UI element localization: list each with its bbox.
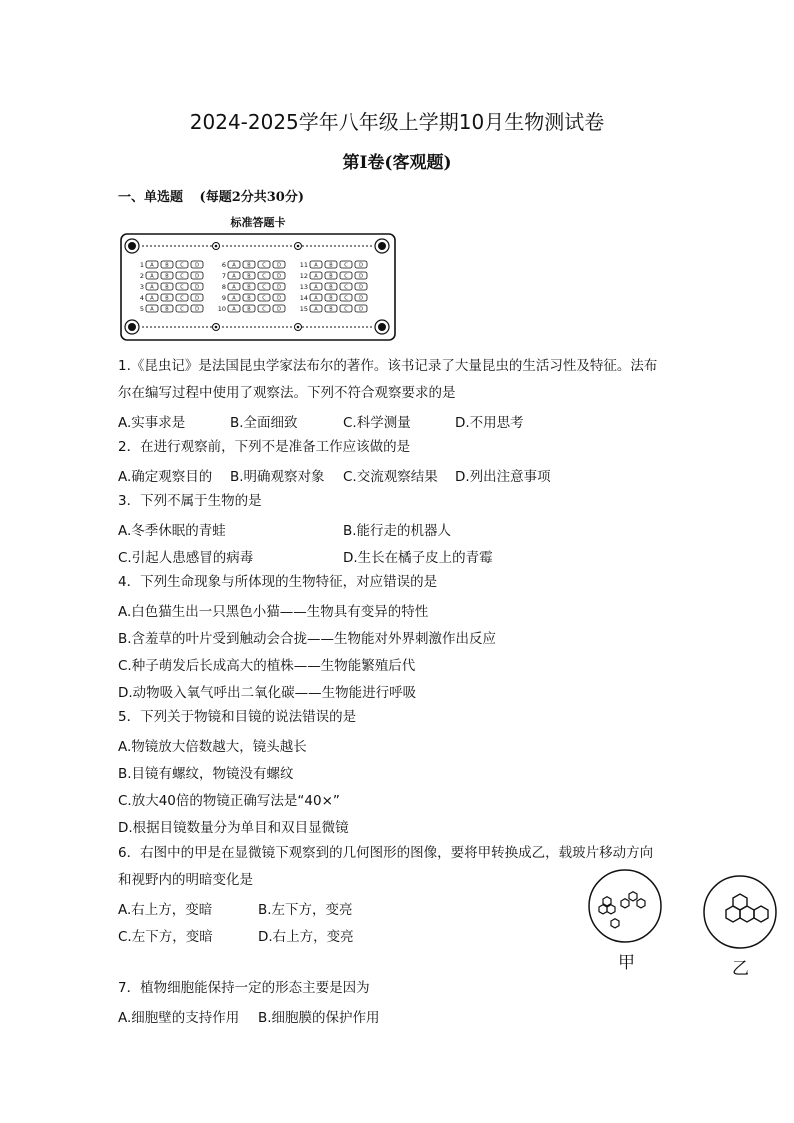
- q5-option-a: A.物镜放大倍数越大，镜头越长: [118, 739, 307, 755]
- bubble-letter: C: [180, 306, 184, 313]
- bubble-letter: A: [150, 295, 154, 302]
- section-title: 一、单选题: [118, 190, 184, 205]
- q6-option-b: B.左下方，变亮: [258, 902, 353, 918]
- bubble-letter: D: [277, 262, 281, 269]
- q1-stem-line1: 1.《昆虫记》是法国昆虫学家法布尔的著作。该书记录了大量昆虫的生活习性及特征。法布: [118, 358, 658, 374]
- q3-option-c: C.引起人患感冒的病毒: [118, 550, 254, 566]
- timing-mark-dot: [297, 326, 300, 329]
- q1-option-a: A.实事求是: [118, 415, 186, 431]
- bubble-letter: B: [247, 273, 251, 280]
- q6-option-c: C.左下方，变暗: [118, 929, 213, 945]
- bubble-letter: C: [262, 284, 266, 291]
- q1-option-c: C.科学测量: [343, 415, 411, 431]
- bubble-letter: A: [314, 295, 318, 302]
- timing-mark-dot: [297, 245, 300, 248]
- bubble-letter: B: [165, 306, 169, 313]
- bubble-letter: A: [232, 284, 236, 291]
- q4-stem: 4．下列生命现象与所体现的生物特征，对应错误的是: [118, 574, 438, 590]
- hexagon-cluster-jia: [599, 892, 645, 928]
- q3-option-a: A.冬季休眠的青蛙: [118, 523, 226, 539]
- bubble-letter: D: [195, 295, 199, 302]
- question-number: 15: [299, 305, 308, 313]
- question-number: 14: [299, 294, 308, 302]
- bubble-letter: B: [165, 262, 169, 269]
- bubble-letter: A: [232, 262, 236, 269]
- bubble-letter: A: [314, 273, 318, 280]
- bubble-letter: D: [277, 284, 281, 291]
- corner-mark-inner: [128, 242, 136, 250]
- q4-option-a: A.白色猫生出一只黑色小猫——生物具有变异的特性: [118, 604, 429, 620]
- bubble-letter: C: [344, 295, 348, 302]
- question-number: 9: [221, 294, 226, 302]
- bubble-letter: B: [329, 273, 333, 280]
- bubble-letter: A: [150, 273, 154, 280]
- bubble-letter: C: [344, 262, 348, 269]
- question-number: 10: [217, 305, 226, 313]
- section-heading: [118, 186, 304, 205]
- bubble-letter: A: [150, 284, 154, 291]
- bubble-letter: B: [247, 262, 251, 269]
- bubble-letter: C: [262, 262, 266, 269]
- corner-mark-inner: [378, 323, 386, 331]
- question-number: 1: [139, 261, 144, 269]
- q2-option-a: A.确定观察目的: [118, 469, 213, 485]
- bubble-letter: D: [359, 284, 363, 291]
- bubble-letter: D: [359, 262, 363, 269]
- bubble-letter: D: [277, 295, 281, 302]
- bubble-letter: B: [247, 284, 251, 291]
- q5-option-b: B.目镜有螺纹，物镜没有螺纹: [118, 766, 294, 782]
- bubble-letter: D: [195, 284, 199, 291]
- question-number: 2: [139, 272, 144, 280]
- question-number: 3: [139, 283, 144, 291]
- q1-option-d: D.不用思考: [455, 415, 524, 431]
- bubble-letter: C: [180, 262, 184, 269]
- question-number: 8: [221, 283, 226, 291]
- bubble-letter: C: [344, 284, 348, 291]
- bubble-letter: C: [344, 273, 348, 280]
- bubble-letter: C: [262, 273, 266, 280]
- question-number: 13: [299, 283, 308, 291]
- corner-mark-inner: [128, 323, 136, 331]
- q4-option-c: C.种子萌发后长成高大的植株——生物能繁殖后代: [118, 658, 416, 674]
- q4-option-d: D.动物吸入氧气呼出二氧化碳——生物能进行呼吸: [118, 685, 417, 701]
- bubble-letter: D: [359, 295, 363, 302]
- question-number: 12: [299, 272, 308, 280]
- q2-option-c: C.交流观察结果: [343, 469, 438, 485]
- bubble-letter: C: [180, 295, 184, 302]
- bubble-letter: A: [314, 306, 318, 313]
- bubble-letter: B: [165, 295, 169, 302]
- q7-stem: 7．植物细胞能保持一定的形态主要是因为: [118, 980, 370, 996]
- bubble-letter: D: [195, 306, 199, 313]
- answer-card-title: 标准答题卡: [230, 216, 286, 229]
- exam-title: 2024-2025学年八年级上学期10月生物测试卷: [189, 110, 605, 134]
- figure-label-jia: 甲: [618, 953, 635, 973]
- question-number: 5: [139, 305, 144, 313]
- q3-option-d: D.生长在橘子皮上的青霉: [343, 550, 493, 566]
- bubble-letter: D: [195, 262, 199, 269]
- question-number: 7: [221, 272, 226, 280]
- q4-option-b: B.含羞草的叶片受到触动会合拢——生物能对外界刺激作出反应: [118, 631, 497, 647]
- bubble-letter: B: [165, 273, 169, 280]
- bubble-letter: C: [262, 295, 266, 302]
- bubble-letter: A: [314, 284, 318, 291]
- question-number: 11: [299, 261, 308, 269]
- figure-label-yi: 乙: [732, 959, 749, 979]
- q7-option-b: B.细胞膜的保护作用: [258, 1010, 380, 1026]
- q5-stem: 5．下列关于物镜和目镜的说法错误的是: [118, 709, 357, 725]
- bubble-letter: D: [277, 306, 281, 313]
- bubble-letter: B: [329, 306, 333, 313]
- bubble-letter: C: [344, 306, 348, 313]
- bubble-letter: A: [150, 262, 154, 269]
- q6-option-a: A.右上方，变暗: [118, 902, 213, 918]
- q3-stem: 3．下列不属于生物的是: [118, 493, 262, 509]
- answer-card: [120, 233, 396, 341]
- q6-stem-line2: 和视野内的明暗变化是: [118, 872, 253, 888]
- hexagon-cluster-yi: [726, 894, 768, 922]
- q6-option-d: D.右上方，变亮: [258, 929, 354, 945]
- bubble-letter: D: [277, 273, 281, 280]
- bubble-letter: D: [195, 273, 199, 280]
- q1-stem-line2: 尔在编写过程中使用了观察法。下列不符合观察要求的是: [118, 385, 456, 401]
- bubble-letter: C: [180, 273, 184, 280]
- bubble-letter: B: [329, 262, 333, 269]
- bubble-letter: C: [180, 284, 184, 291]
- q2-option-b: B.明确观察对象: [230, 469, 325, 485]
- q1-option-b: B.全面细致: [230, 415, 298, 431]
- microscope-view-jia: [587, 868, 663, 944]
- timing-mark-dot: [215, 326, 218, 329]
- q2-stem: 2．在进行观察前，下列不是准备工作应该做的是: [118, 439, 411, 455]
- q3-option-b: B.能行走的机器人: [343, 523, 452, 539]
- exam-subtitle: 第Ⅰ卷(客观题): [342, 153, 452, 173]
- bubble-letter: D: [359, 306, 363, 313]
- bubble-letter: B: [329, 295, 333, 302]
- bubble-letter: B: [247, 306, 251, 313]
- bubble-letter: A: [232, 306, 236, 313]
- q6-stem-line1: 6．右图中的甲是在显微镜下观察到的几何图形的图像，要将甲转换成乙，载玻片移动方向: [118, 845, 654, 861]
- q5-option-c: C.放大40倍的物镜正确写法是“40×”: [118, 793, 340, 809]
- timing-mark-dot: [215, 245, 218, 248]
- bubble-letter: B: [329, 284, 333, 291]
- bubble-letter: A: [232, 273, 236, 280]
- question-number: 6: [221, 261, 226, 269]
- q2-option-d: D.列出注意事项: [455, 469, 551, 485]
- microscope-view-yi: [702, 874, 778, 950]
- question-number: 4: [139, 294, 144, 302]
- bubble-letter: D: [359, 273, 363, 280]
- section-note: (每题2分共30分): [199, 190, 304, 205]
- bubble-letter: B: [247, 295, 251, 302]
- bubble-letter: A: [232, 295, 236, 302]
- bubble-letter: A: [314, 262, 318, 269]
- q7-option-a: A.细胞壁的支持作用: [118, 1010, 240, 1026]
- q5-option-d: D.根据目镜数量分为单目和双目显微镜: [118, 820, 349, 836]
- corner-mark-inner: [378, 242, 386, 250]
- bubble-letter: A: [150, 306, 154, 313]
- bubble-letter: B: [165, 284, 169, 291]
- bubble-letter: C: [262, 306, 266, 313]
